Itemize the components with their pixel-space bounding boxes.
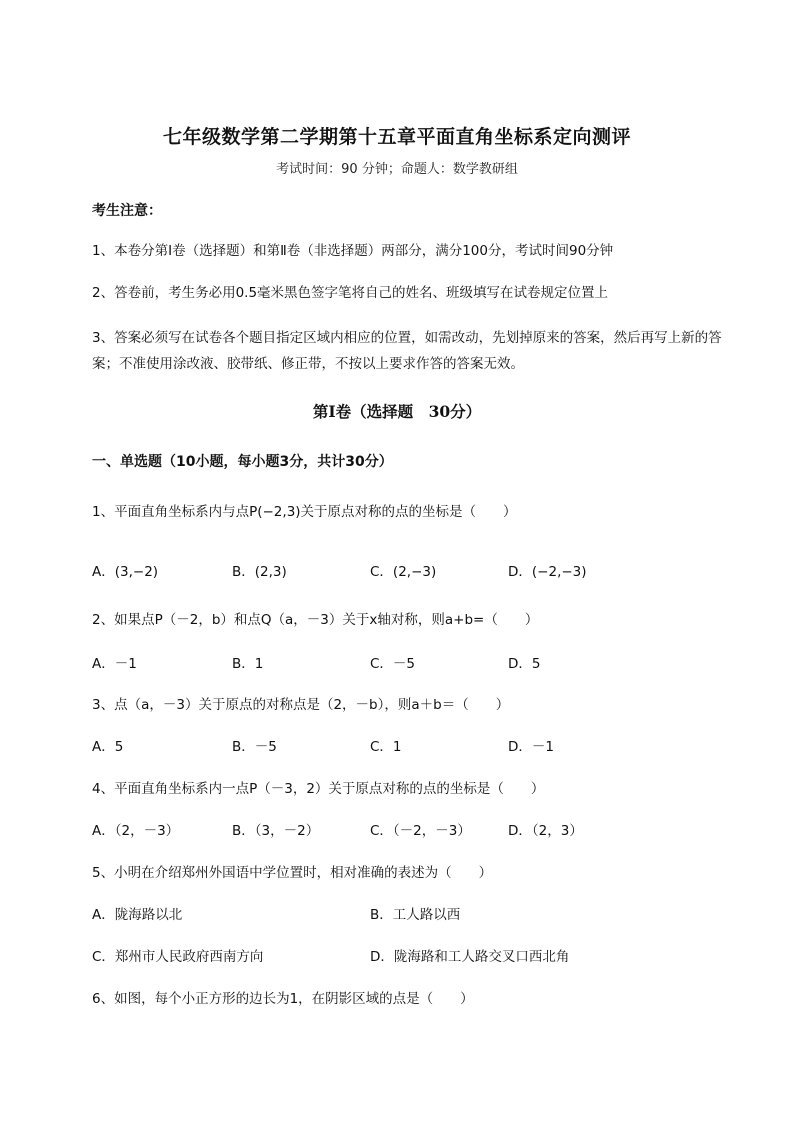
question-3-option-a[interactable]: A．5 (92, 739, 124, 755)
question-1-option-c[interactable]: C．(2,−3) (370, 564, 437, 580)
question-5-option-a[interactable]: A．陇海路以北 (92, 907, 183, 923)
question-1-option-d[interactable]: D．(−2,−3) (508, 564, 587, 580)
question-5-option-b[interactable]: B．工人路以西 (370, 907, 461, 923)
page-title: 七年级数学第二学期第十五章平面直角坐标系定向测评 (162, 126, 631, 148)
question-5-stem: 5、小明在介绍郑州外国语中学位置时，相对准确的表述为（ ） (92, 865, 493, 881)
question-5-option-d[interactable]: D．陇海路和工人路交叉口西北角 (370, 949, 570, 965)
question-2-option-c[interactable]: C．－5 (370, 656, 416, 672)
question-4-option-b[interactable]: B．（3，－2） (232, 823, 320, 839)
question-1-option-a[interactable]: A．(3,−2) (92, 564, 159, 580)
question-5-option-c[interactable]: C．郑州市人民政府西南方向 (92, 949, 264, 965)
question-1-option-b[interactable]: B．(2,3) (232, 564, 287, 580)
question-2-option-b[interactable]: B．1 (232, 656, 264, 672)
notice-item-3: 3、答案必须写在试卷各个题目指定区域内相应的位置，如需改动，先划掉原来的答案，然后再写上新的答案；不准使用涂改液、胶带纸、修正带，不按以上要求作答的答案无效。 (92, 330, 722, 372)
page-subtitle: 考试时间：90 分钟；命题人：数学教研组 (276, 162, 518, 177)
part-title: 一、单选题（10小题，每小题3分，共计30分） (92, 454, 393, 470)
notice-heading: 考生注意： (92, 203, 162, 219)
notice-item-2: 2、答卷前，考生务必用0.5毫米黑色签字笔将自己的姓名、班级填写在试卷规定位置上 (92, 285, 609, 301)
notice-item-1: 1、本卷分第Ⅰ卷（选择题）和第Ⅱ卷（非选择题）两部分，满分100分，考试时间90分钟 (92, 243, 614, 259)
question-4-stem: 4、平面直角坐标系内一点P（－3，2）关于原点对称的点的坐标是（ ） (92, 781, 545, 797)
question-3-option-b[interactable]: B．－5 (232, 739, 277, 755)
question-3-stem: 3、点（a，－3）关于原点的对称点是（2，－b），则a＋b＝（ ） (92, 697, 510, 713)
question-4-option-c[interactable]: C．（－2，－3） (370, 823, 471, 839)
question-2-option-d[interactable]: D．5 (508, 656, 541, 672)
question-6-stem: 6、如图，每个小正方形的边长为1，在阴影区域的点是（ ） (92, 991, 474, 1007)
question-4-option-d[interactable]: D．（2，3） (508, 823, 583, 839)
section-title: 第Ⅰ卷（选择题 30分） (312, 402, 482, 421)
question-2-stem: 2、如果点P（－2，b）和点Q（a，－3）关于x轴对称，则a+b=（ ） (92, 612, 539, 628)
question-4-option-a[interactable]: A．（2，－3） (92, 823, 180, 839)
question-3-option-d[interactable]: D．－1 (508, 739, 554, 755)
question-1-stem: 1、平面直角坐标系内与点P(−2,3)关于原点对称的点的坐标是（ ） (92, 504, 517, 520)
question-3-option-c[interactable]: C．1 (370, 739, 402, 755)
question-2-option-a[interactable]: A．－1 (92, 656, 137, 672)
